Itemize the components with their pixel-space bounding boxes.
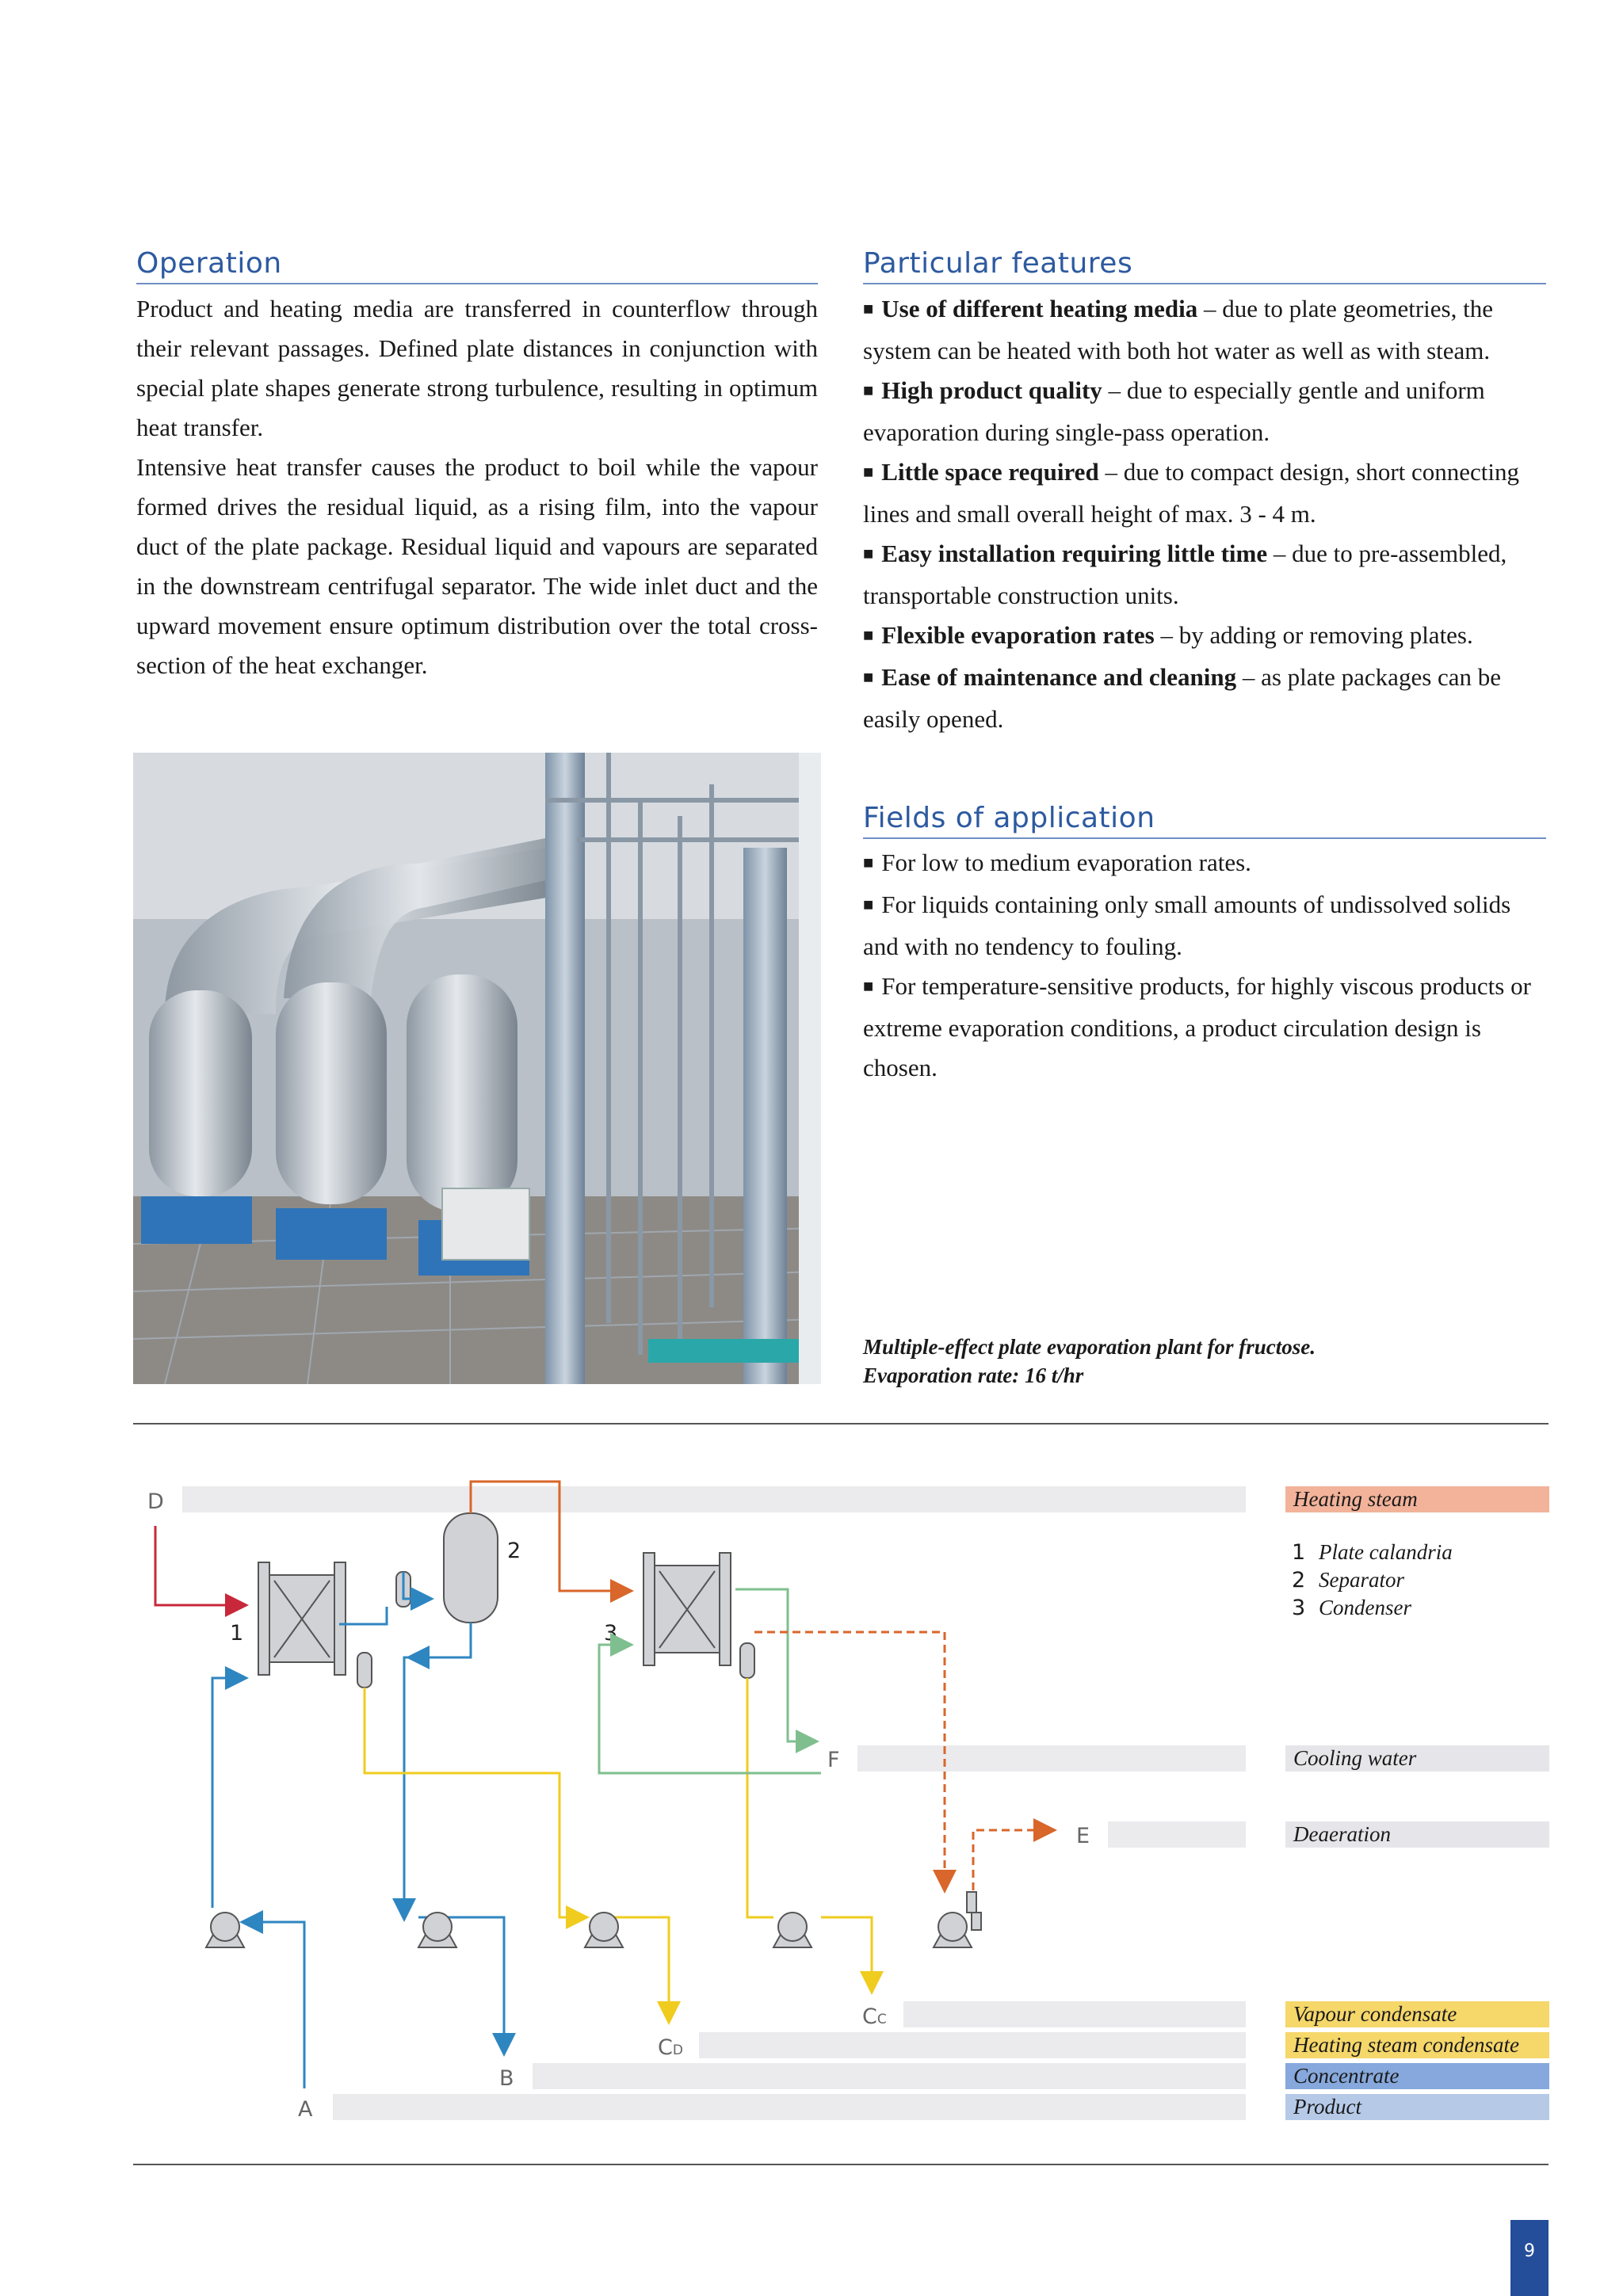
legend-deaeration: Deaeration <box>1285 1821 1549 1848</box>
label-3: 3 <box>604 1621 618 1646</box>
small-vessel-3 <box>740 1643 754 1678</box>
band-B <box>533 2063 1246 2089</box>
features-list <box>863 289 1546 739</box>
legend-product: Product <box>1285 2094 1549 2120</box>
feature-item <box>863 452 1546 534</box>
feature-item <box>863 371 1546 452</box>
legend-component <box>1292 1566 1453 1594</box>
condenser-3 <box>643 1553 731 1665</box>
label-Cd: CD <box>658 2035 683 2060</box>
small-vessel-2 <box>357 1653 372 1688</box>
feature-title: Flexible evaporation rates <box>881 621 1155 649</box>
legend-component-name: Plate calandria <box>1319 1540 1453 1564</box>
caption-line-1: Multiple-effect plate evaporation plant for fructose. <box>863 1335 1316 1359</box>
feature-text: – due to especially gentle and uniform evaporation during single-pass operation. <box>863 376 1485 446</box>
page-number: 9 <box>1510 2220 1549 2296</box>
feature-text: – by adding or removing plates. <box>1154 621 1473 649</box>
legend-cooling-water: Cooling water <box>1285 1745 1549 1772</box>
feature-text: – due to pre-assembled, transportable construction units. <box>863 540 1507 609</box>
label-B: B <box>499 2066 514 2091</box>
feature-text: – as plate packages can be easily opened. <box>863 663 1502 733</box>
feature-title: Easy installation requiring little time <box>881 540 1268 567</box>
band-F <box>857 1745 1246 1772</box>
band-A <box>333 2094 1246 2120</box>
top-divider <box>133 1423 1549 1425</box>
legend-component <box>1292 1594 1453 1622</box>
plant-photo <box>133 753 821 1384</box>
band-Cd <box>699 2032 1246 2058</box>
feature-item <box>863 658 1546 739</box>
band-E <box>1108 1821 1246 1848</box>
operation-text <box>136 289 818 685</box>
bottom-divider <box>133 2164 1549 2165</box>
application-item: ■ For temperature-sensitive products, for highly viscous products or extreme evaporation conditions, a product circulation design is chosen. <box>863 967 1546 1088</box>
separator-2 <box>444 1513 498 1623</box>
feature-item <box>863 534 1546 616</box>
band-D <box>182 1486 1246 1512</box>
plate-calandria-1 <box>258 1562 346 1675</box>
feature-title: Little space required <box>881 458 1099 486</box>
label-A: A <box>298 2097 313 2122</box>
legend-component-number: 3 <box>1292 1596 1306 1620</box>
legend-concentrate: Concentrate <box>1285 2063 1549 2089</box>
legend-vapour-condensate: Vapour condensate <box>1285 2001 1549 2027</box>
legend-components <box>1292 1539 1453 1622</box>
applications-list <box>863 843 1546 1088</box>
feature-text: – due to plate geometries, the system can be heated with both hot water as well as with steam. <box>863 295 1493 364</box>
pump-icon-1 <box>206 1913 244 1947</box>
pump-icon-4 <box>773 1913 812 1947</box>
band-Cc <box>903 2001 1246 2027</box>
operation-paragraph-1: Product and heating media are transferred in counterflow through their relevant passages. Defined plate distances in conjunction with special plate shapes generate strong turbulence, resulting in optimum heat transfer. <box>136 295 818 441</box>
legend-component-number: 2 <box>1292 1568 1306 1592</box>
legend-heating-steam-condensate: Heating steam condensate <box>1285 2032 1549 2058</box>
applications-heading: Fields of application <box>863 802 1546 839</box>
application-item: ■ For low to medium evaporation rates. <box>863 843 1546 885</box>
feature-text: – due to compact design, short connecting lines and small overall height of max. 3 - 4 m. <box>863 458 1520 528</box>
photo-caption <box>863 1333 1316 1390</box>
label-1: 1 <box>230 1621 244 1646</box>
application-item: ■ For liquids containing only small amounts of undissolved solids and with no tendency to fouling. <box>863 885 1546 967</box>
operation-paragraph-2: Intensive heat transfer causes the product to boil while the vapour formed drives the residual liquid, as a rising film, into the vapour duct of the plate package. Residual liquid and vapours are separated in the downstream centrifugal separator. The wide inlet duct and the upward movement ensure optimum distribution over the total cross-section of the heat exchanger. <box>136 453 818 679</box>
feature-item <box>863 616 1546 658</box>
label-E: E <box>1076 1824 1090 1848</box>
label-D: D <box>147 1489 164 1514</box>
caption-line-2: Evaporation rate: 16 t/hr <box>863 1363 1084 1387</box>
operation-heading: Operation <box>136 247 818 284</box>
features-heading: Particular features <box>863 247 1546 284</box>
label-Cc: CC <box>862 2004 887 2029</box>
feature-title: Ease of maintenance and cleaning <box>881 663 1237 691</box>
legend-component-name: Condenser <box>1319 1596 1411 1619</box>
legend-heating-steam: Heating steam <box>1285 1486 1549 1512</box>
feature-item <box>863 289 1546 371</box>
legend-component <box>1292 1539 1453 1566</box>
legend-component-number: 1 <box>1292 1540 1306 1565</box>
pump-icon-5 <box>934 1892 981 1947</box>
feature-title: High product quality <box>881 376 1102 404</box>
label-F: F <box>827 1748 840 1772</box>
pump-icons <box>206 1892 981 1947</box>
label-2: 2 <box>507 1539 521 1563</box>
legend-component-name: Separator <box>1319 1568 1404 1592</box>
feature-title: Use of different heating media <box>881 295 1198 322</box>
